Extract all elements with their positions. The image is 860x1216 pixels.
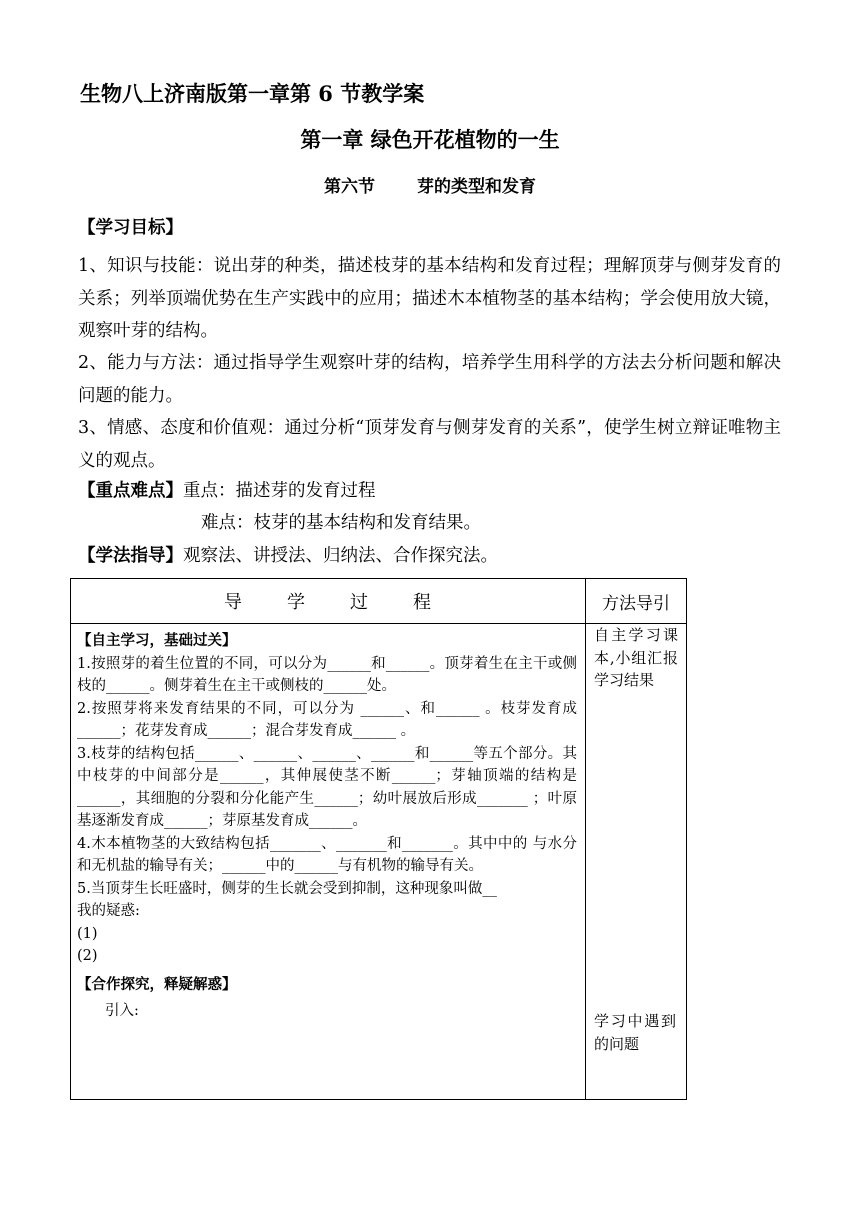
method-text: 观察法、讲授法、归纳法、合作探究法。 <box>183 546 498 566</box>
section-title <box>0 172 860 197</box>
table-header-process: 导 学 过 程 <box>71 579 586 624</box>
objective-attitude: 3、情感、态度和价值观：通过分析“顶芽发育与侧芽发育的关系”，使学生树立辩证唯物主义的观点。 <box>78 418 781 471</box>
question-2: 2.按照芽将来发育结果的不同，可以分为 ______、和______ 。枝芽发育成______；花芽发育成______；混合芽发育成______ 。 <box>77 700 577 739</box>
document-title: 生物八上济南版第一章第 6 节教学案 <box>80 81 425 106</box>
section-number: 第六节 <box>324 177 375 197</box>
section-name: 芽的类型和发育 <box>417 177 536 197</box>
key-points-line <box>78 477 376 502</box>
method-guide-cell <box>586 624 687 1100</box>
question-1: 1.按照芽的着生位置的不同，可以分为______和______。顶芽着生在主干或侧枝的______。侧芽着生在主干或侧枝的______处。 <box>77 655 577 694</box>
doubt-item-2: (2) <box>77 948 98 964</box>
key-point-difficulty: 难点：枝芽的基本结构和发育结果。 <box>201 513 481 533</box>
chapter-title: 第一章 绿色开花植物的一生 <box>300 127 560 152</box>
lesson-process-table <box>70 578 687 1100</box>
objective-knowledge: 1、知识与技能：说出芽的种类，描述枝芽的基本结构和发育过程；理解顶芽与侧芽发育的关系；列举顶端优势在生产实践中的应用；描述木本植物茎的基本结构；学会使用放大镜，观察叶芽的结构。 <box>78 256 781 341</box>
side-note-problems: 学习中遇到的问题 <box>594 1012 676 1053</box>
doubt-item-1: (1) <box>77 925 98 942</box>
self-study-heading: 【自主学习，基础过关】 <box>77 632 237 649</box>
intro-label: 引入: <box>105 1003 139 1019</box>
table-header-method-guide: 方法导引 <box>586 579 687 624</box>
method-heading: 【学法指导】 <box>78 546 183 566</box>
side-note-self-study: 自主学习课本,小组汇报学习结果 <box>594 626 678 689</box>
doubts-label: 我的疑惑: <box>77 903 140 919</box>
method-line <box>78 542 498 567</box>
objective-ability: 2、能力与方法：通过指导学生观察叶芽的结构，培养学生用科学的方法去分析问题和解决问题的能力。 <box>78 353 781 406</box>
question-5: 5.当顶芽生长旺盛时，侧芽的生长就会受到抑制，这种现象叫做__ <box>77 880 497 897</box>
question-3: 3.枝芽的结构包括______、______、______、______和______等五个部分。其中枝芽的中间部分是______，其伸展使茎不断______；芽轴顶端的结构是______，其细胞的分裂和分化能产生______；幼叶展放后形成_______ ；叶原基逐渐发育成______；芽原基发育成______。 <box>77 745 577 829</box>
cooperative-heading: 【合作探究，释疑解惑】 <box>77 975 237 993</box>
key-point-focus: 重点：描述芽的发育过程 <box>183 481 376 501</box>
objectives-heading: 【学习目标】 <box>78 218 183 238</box>
process-content-cell <box>71 624 586 1100</box>
key-points-heading: 【重点难点】 <box>78 481 183 501</box>
question-4: 4.木本植物茎的大致结构包括_______、_______和_______。其中中的 与水分和无机盐的输导有关；______中的______与有机物的输导有关。 <box>77 835 577 874</box>
